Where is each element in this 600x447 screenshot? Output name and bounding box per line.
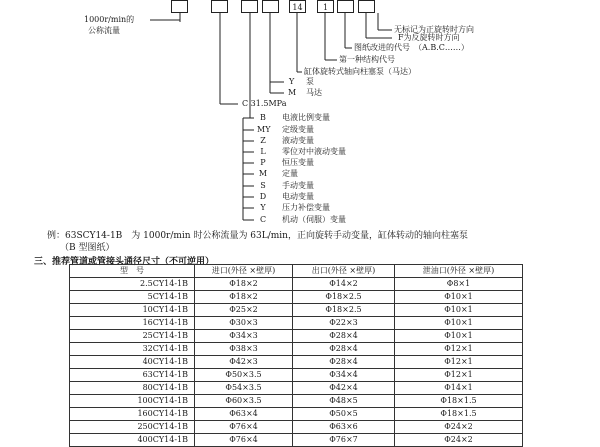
- table-row: [70, 291, 523, 304]
- cell-drain: Φ14×1: [395, 382, 523, 395]
- flow-label-line2: 公称流量: [88, 26, 120, 35]
- cell-drain: Φ10×1: [395, 304, 523, 317]
- table-row: [70, 317, 523, 330]
- cell-inlet: Φ76×4: [195, 421, 293, 434]
- variable-code: Y: [260, 203, 266, 212]
- pipe-size-table: [69, 264, 523, 447]
- cell-outlet: Φ14×2: [293, 278, 395, 291]
- code-box-pump-motor: [262, 0, 279, 13]
- table-row: [70, 356, 523, 369]
- table-row: [70, 278, 523, 291]
- cell-model: 160CY14-1B: [70, 408, 195, 421]
- code-box-pressure: [241, 0, 258, 13]
- variable-desc: 零位对中液动变量: [282, 147, 346, 156]
- cell-inlet: Φ60×3.5: [195, 395, 293, 408]
- cell-model: 10CY14-1B: [70, 304, 195, 317]
- cell-drain: Φ10×1: [395, 330, 523, 343]
- cell-drain: Φ18×1.5: [395, 408, 523, 421]
- cell-inlet: Φ76×4: [195, 434, 293, 447]
- variable-code: S: [260, 181, 266, 190]
- code-box-variable: [211, 0, 228, 13]
- cell-inlet: Φ18×2: [195, 278, 293, 291]
- cell-drain: Φ18×1.5: [395, 395, 523, 408]
- variable-desc: 机动（伺服）变量: [282, 215, 346, 224]
- variable-desc: 电动变量: [282, 192, 314, 201]
- section-title: 三、推荐管道或管接头通径尺寸（不可逆用）: [34, 257, 215, 267]
- cell-outlet: Φ28×4: [293, 330, 395, 343]
- variable-code: B: [260, 113, 266, 122]
- table-row: [70, 369, 523, 382]
- m-desc: 马达: [306, 88, 322, 97]
- cell-model: 250CY14-1B: [70, 421, 195, 434]
- cell-drain: Φ8×1: [395, 278, 523, 291]
- table-row: [70, 304, 523, 317]
- direction-note-forward: 无标记为正旋转时方向: [394, 25, 474, 34]
- cell-inlet: Φ34×3: [195, 330, 293, 343]
- table-row: [70, 408, 523, 421]
- cell-drain: Φ10×1: [395, 317, 523, 330]
- cell-drain: Φ10×1: [395, 291, 523, 304]
- cell-outlet: Φ76×7: [293, 434, 395, 447]
- variable-desc: 电液比例变量: [282, 113, 330, 122]
- cell-inlet: Φ63×4: [195, 408, 293, 421]
- table-row: [70, 382, 523, 395]
- cell-model: 80CY14-1B: [70, 382, 195, 395]
- variable-code: P: [260, 158, 266, 167]
- code-box-flow: [171, 0, 188, 13]
- code-box-revision: [337, 0, 354, 13]
- cell-inlet: Φ25×2: [195, 304, 293, 317]
- structure-code-note: 第一种结构代号: [339, 55, 395, 64]
- cell-drain: Φ12×1: [395, 343, 523, 356]
- variable-desc: 定量: [282, 169, 298, 178]
- variable-code: D: [259, 192, 267, 201]
- table-row: [70, 330, 523, 343]
- table-row: [70, 421, 523, 434]
- m-code: M: [288, 88, 297, 97]
- cell-model: 32CY14-1B: [70, 343, 195, 356]
- code-box-direction: [358, 0, 375, 13]
- cell-inlet: Φ42×3: [195, 356, 293, 369]
- cell-inlet: Φ18×2: [195, 291, 293, 304]
- cell-inlet: Φ38×3: [195, 343, 293, 356]
- table-row: [70, 395, 523, 408]
- variable-desc: 手动变量: [282, 181, 314, 190]
- table-row: [70, 434, 523, 447]
- direction-note-reverse: F为反旋转时方向: [398, 33, 460, 42]
- example-line2: （B 型图纸）: [60, 243, 115, 253]
- cell-model: 16CY14-1B: [70, 317, 195, 330]
- variable-desc: 压力补偿变量: [282, 203, 330, 212]
- cell-model: 5CY14-1B: [70, 291, 195, 304]
- code-box-14: 14: [289, 0, 306, 13]
- table-row: [70, 343, 523, 356]
- flow-label-line1: 1000r/min的: [84, 15, 135, 24]
- cell-drain: Φ12×1: [395, 369, 523, 382]
- header-model: 型 号: [70, 265, 195, 278]
- cell-drain: Φ24×2: [395, 434, 523, 447]
- header-inlet: 进口(外径 ×壁厚): [195, 265, 293, 278]
- variable-code: Z: [260, 136, 266, 145]
- cell-model: 63CY14-1B: [70, 369, 195, 382]
- cell-inlet: Φ54×3.5: [195, 382, 293, 395]
- variable-code: MY: [257, 125, 271, 134]
- cell-outlet: Φ63×6: [293, 421, 395, 434]
- cell-model: 25CY14-1B: [70, 330, 195, 343]
- cell-drain: Φ12×1: [395, 356, 523, 369]
- cell-model: 40CY14-1B: [70, 356, 195, 369]
- cell-outlet: Φ18×2.5: [293, 304, 395, 317]
- code-box-1: 1: [317, 0, 334, 13]
- cell-model: 100CY14-1B: [70, 395, 195, 408]
- cell-drain: Φ24×2: [395, 421, 523, 434]
- variable-desc: 恒压变量: [282, 158, 314, 167]
- cell-model: 2.5CY14-1B: [70, 278, 195, 291]
- cell-outlet: Φ18×2.5: [293, 291, 395, 304]
- cell-outlet: Φ34×4: [293, 369, 395, 382]
- variable-desc: 液动变量: [282, 136, 314, 145]
- cell-model: 400CY14-1B: [70, 434, 195, 447]
- cell-inlet: Φ50×3.5: [195, 369, 293, 382]
- cell-outlet: Φ42×4: [293, 382, 395, 395]
- pressure-note: C 31.5MPa: [242, 99, 287, 108]
- cell-outlet: Φ50×5: [293, 408, 395, 421]
- pump-type-note: 缸体旋转式轴向柱塞泵（马达）: [304, 67, 416, 76]
- variable-desc: 定级变量: [282, 125, 314, 134]
- y-desc: 泵: [306, 77, 314, 86]
- header-outlet: 出口(外径 ×壁厚): [293, 265, 395, 278]
- table-header-row: [70, 265, 523, 278]
- y-code: Y: [289, 77, 295, 86]
- variable-code: M: [258, 169, 268, 178]
- header-drain: 泄油口(外径 ×壁厚): [395, 265, 523, 278]
- cell-inlet: Φ30×3: [195, 317, 293, 330]
- cell-outlet: Φ28×4: [293, 356, 395, 369]
- cell-outlet: Φ48×5: [293, 395, 395, 408]
- cell-outlet: Φ28×4: [293, 343, 395, 356]
- cell-outlet: Φ22×3: [293, 317, 395, 330]
- variable-code: C: [259, 215, 267, 224]
- variable-code: L: [260, 147, 266, 156]
- revision-code-note: 图纸改进的代号 （A.B.C……）: [354, 43, 469, 52]
- example-line1: 例：63SCY14-1B 为 1000r/min 时公称流量为 63L/min，正向旋转手动变量，缸体转动的轴向柱塞泵: [47, 231, 468, 241]
